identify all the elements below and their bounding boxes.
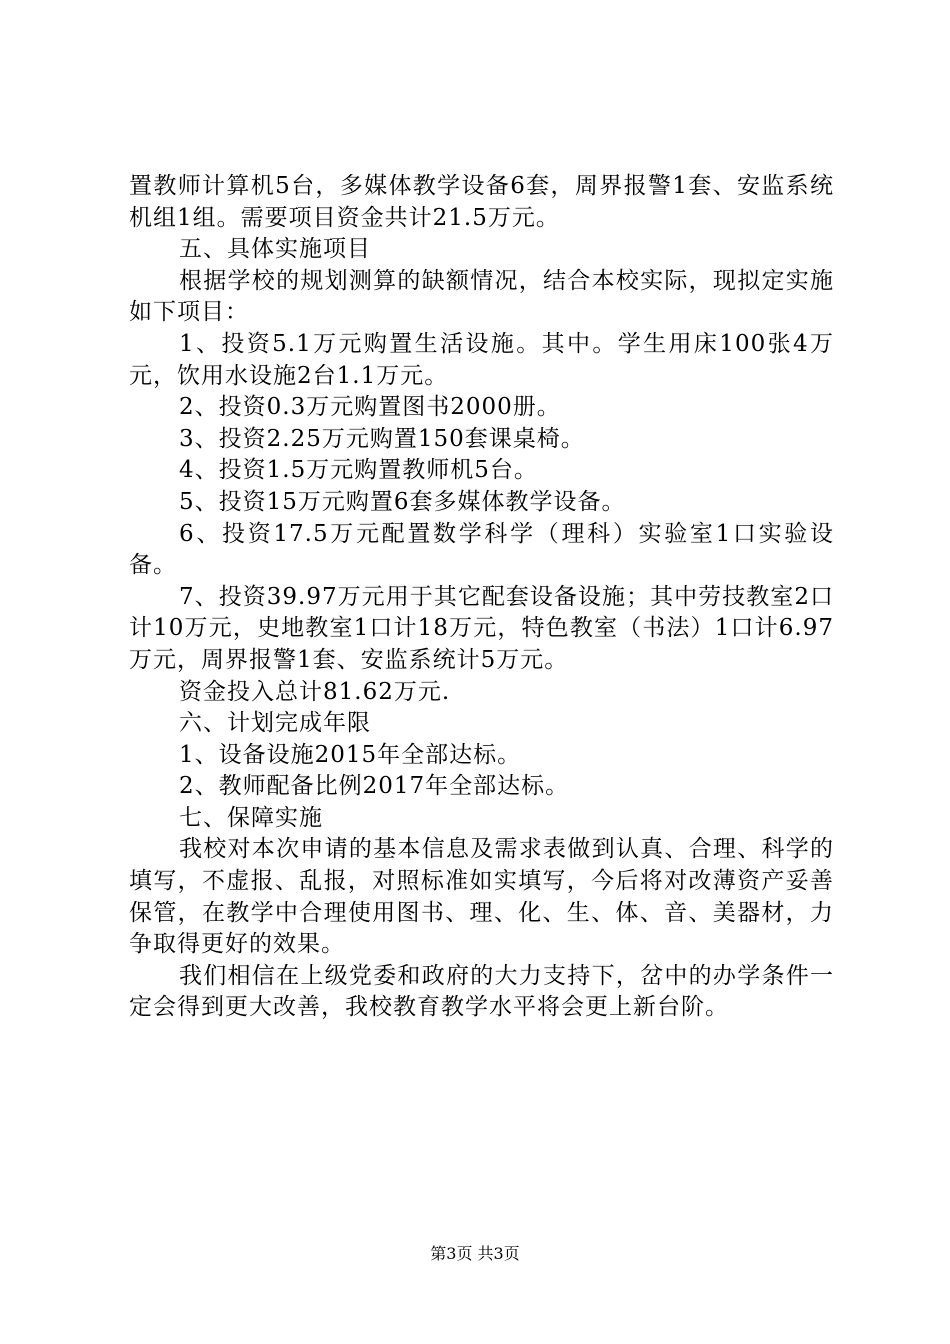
list-item-7: 7、投资39.97万元用于其它配套设备设施；其中劳技教室2口计10万元，史地教室1口计18万元，特色教室（书法）1口计6.97万元，周界报警1套、安监系统计5万元。 (129, 583, 834, 673)
section-heading-schedule: 六、计划完成年限 (179, 710, 371, 737)
page-number-footer: 第3页 共3页 (430, 1244, 520, 1263)
section-heading-guarantee: 七、保障实施 (179, 804, 323, 831)
list-item-6: 6、投资17.5万元配置数学科学（理科）实验室1口实验设备。 (129, 520, 834, 579)
list-item-5: 5、投资15万元购置6套多媒体教学设备。 (179, 488, 626, 515)
list-item-1: 1、投资5.1万元购置生活设施。其中。学生用床100张4万元，饮用水设施2台1.1万元。 (129, 330, 834, 389)
paragraph-intro: 根据学校的规划测算的缺额情况，结合本校实际，现拟定实施如下项目： (129, 267, 834, 326)
section-heading-implementation: 五、具体实施项目 (179, 236, 371, 263)
schedule-item-1: 1、设备设施2015年全部达标。 (179, 741, 522, 768)
paragraph-continuation: 置教师计算机5台，多媒体教学设备6套，周界报警1套、安监系统机组1组。需要项目资金共计21.5万元。 (129, 173, 834, 231)
document-body (129, 171, 834, 1024)
paragraph-guarantee: 我校对本次申请的基本信息及需求表做到认真、合理、科学的填写，不虚报、乱报，对照标准如实填写，今后将对改薄资产妥善保管，在教学中合理使用图书、理、化、生、体、音、美器材，力争取得更好的效果。 (129, 836, 834, 958)
list-item-2: 2、投资0.3万元购置图书2000册。 (179, 394, 561, 421)
list-item-4: 4、投资1.5万元购置教师机5台。 (179, 457, 538, 484)
list-item-3: 3、投资2.25万元购置150套课桌椅。 (179, 425, 585, 452)
paragraph-closing: 我们相信在上级党委和政府的大力支持下，岔中的办学条件一定会得到更大改善，我校教育教学水平将会更上新台阶。 (129, 962, 834, 1021)
schedule-item-2: 2、教师配备比例2017年全部达标。 (179, 773, 570, 800)
paragraph-total: 资金投入总计81.62万元. (179, 678, 451, 705)
